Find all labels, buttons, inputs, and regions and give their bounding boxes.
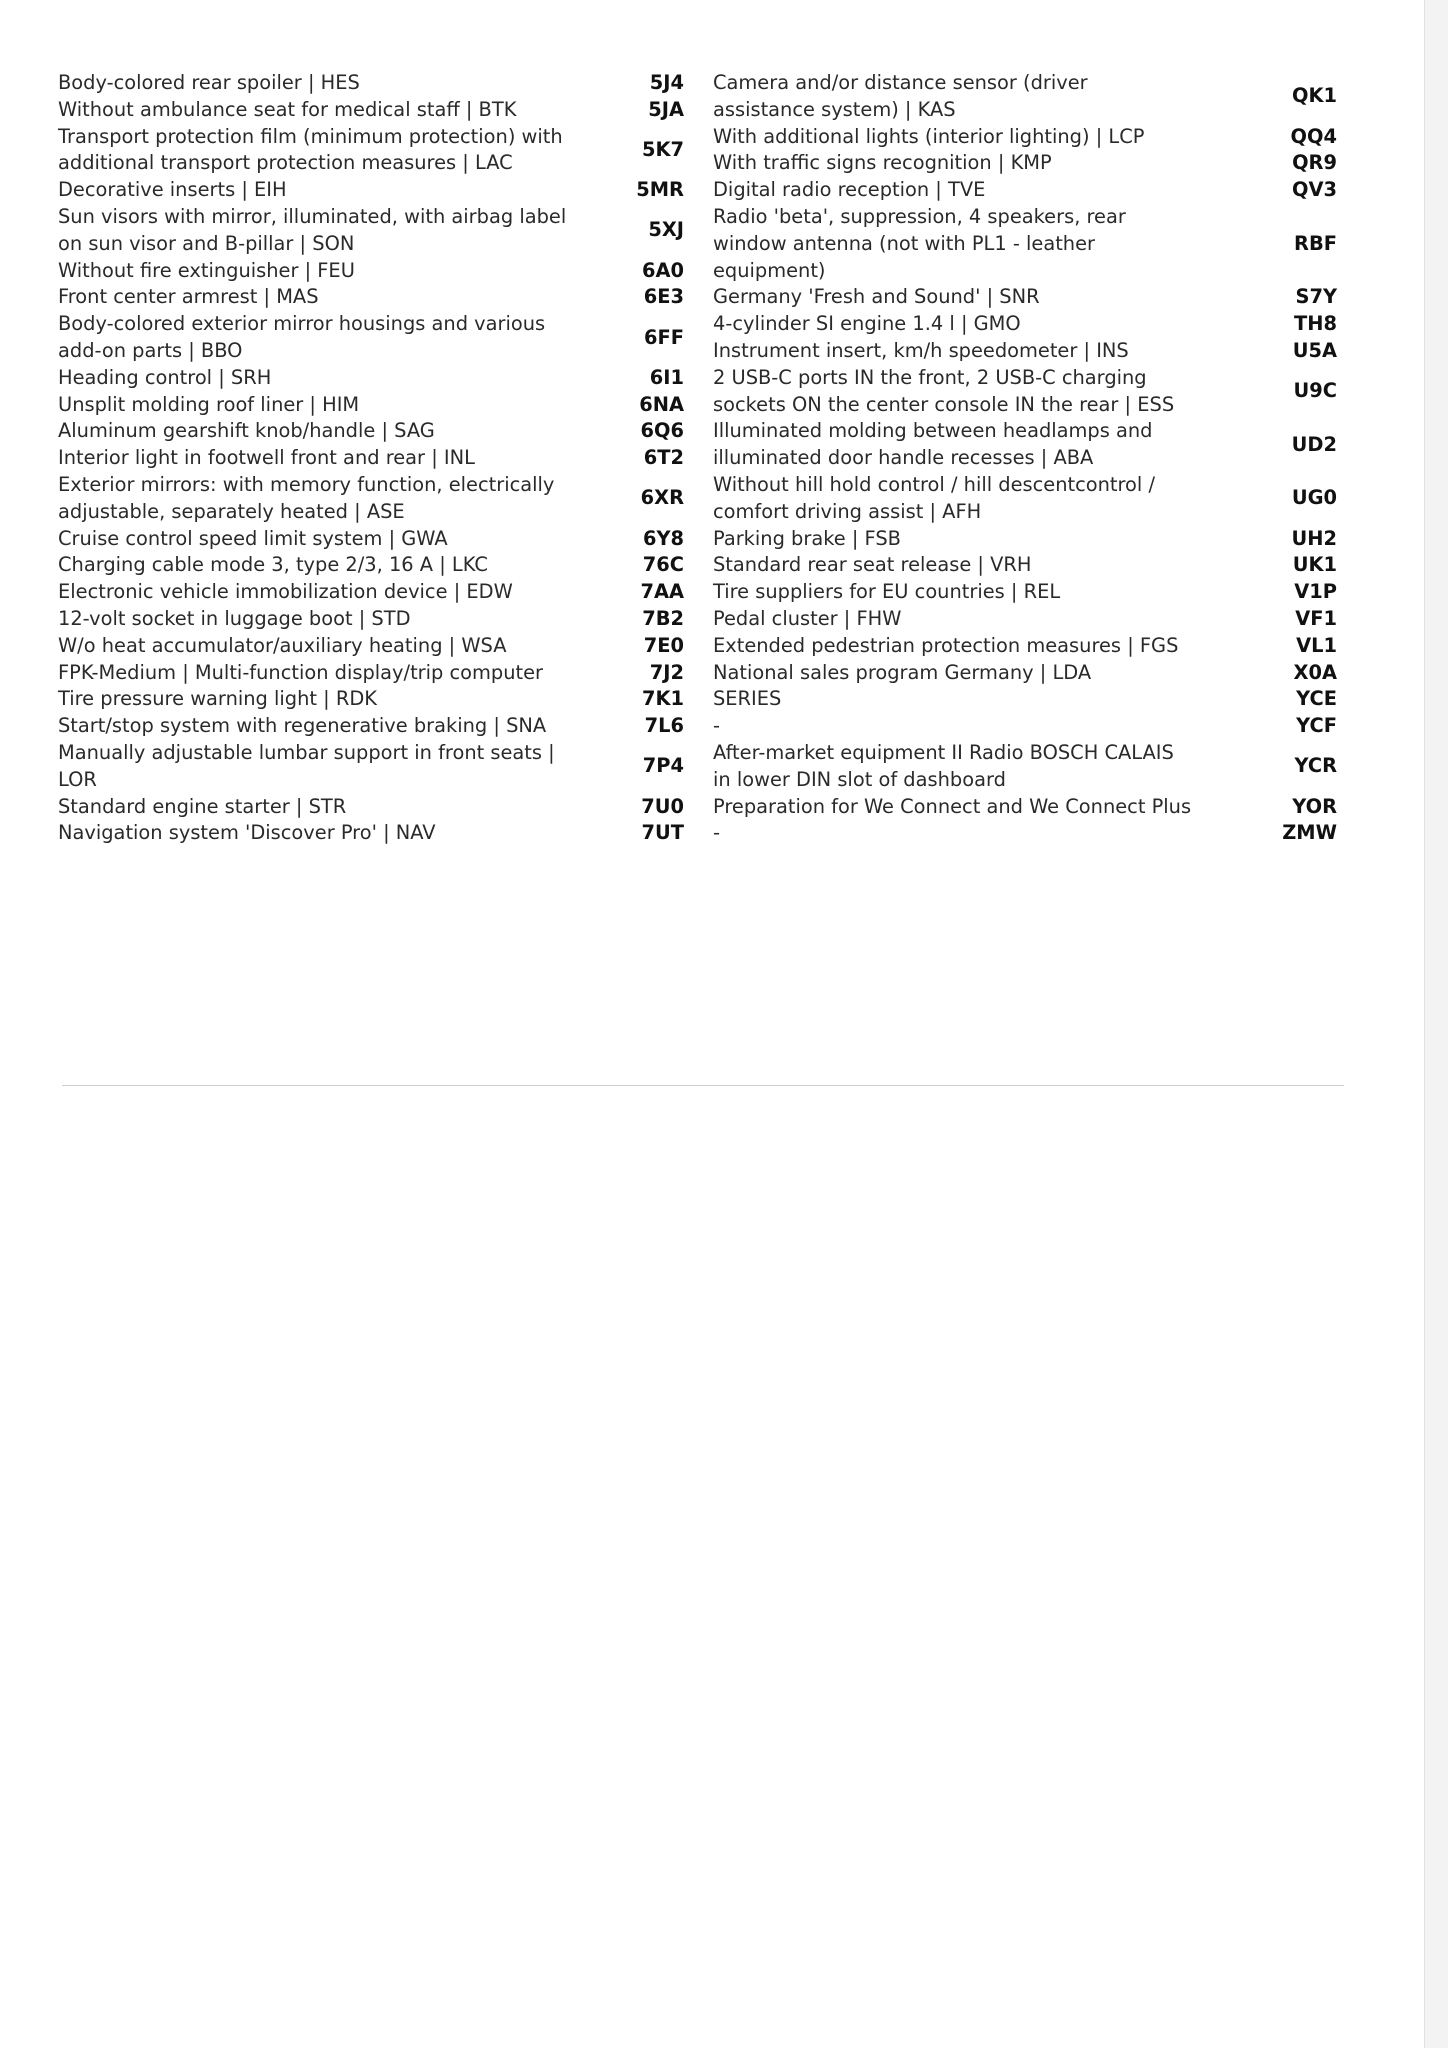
equipment-code: VL1 xyxy=(1296,633,1337,657)
equipment-description: Without ambulance seat for medical staff | BTK xyxy=(58,97,517,121)
equipment-description: Unsplit molding roof liner | HIM xyxy=(58,392,360,416)
equipment-row xyxy=(58,633,690,660)
equipment-code: UD2 xyxy=(1291,432,1337,456)
equipment-code: 6FF xyxy=(644,325,684,349)
equipment-code: U5A xyxy=(1292,338,1337,362)
equipment-description: Radio 'beta', suppression, 4 speakers, rear window antenna (not with PL1 - leather equipment) xyxy=(713,204,1126,282)
equipment-row xyxy=(713,713,1345,740)
equipment-code: 6A0 xyxy=(642,258,684,282)
equipment-description: National sales program Germany | LDA xyxy=(713,660,1092,684)
equipment-code: 5K7 xyxy=(641,137,684,161)
equipment-row xyxy=(58,686,690,713)
equipment-list-left xyxy=(58,70,690,847)
equipment-description: 12-volt socket in luggage boot | STD xyxy=(58,606,411,630)
equipment-description: Illuminated molding between headlamps and illuminated door handle recesses | ABA xyxy=(713,419,1153,470)
equipment-code: 7P4 xyxy=(642,754,684,778)
equipment-row xyxy=(58,258,690,285)
equipment-code: 5XJ xyxy=(648,218,684,242)
equipment-description: After-market equipment II Radio BOSCH CALAIS in lower DIN slot of dashboard xyxy=(713,740,1174,791)
equipment-description: Body-colored rear spoiler | HES xyxy=(58,71,360,94)
equipment-code: YCE xyxy=(1296,687,1337,711)
equipment-code: 7K1 xyxy=(641,687,684,711)
equipment-code: QK1 xyxy=(1291,84,1337,108)
equipment-description: - xyxy=(713,821,720,845)
equipment-description: Pedal cluster | FHW xyxy=(713,606,902,630)
equipment-description: Manually adjustable lumbar support in front seats | LOR xyxy=(58,740,555,791)
equipment-row xyxy=(58,740,690,794)
equipment-description: Extended pedestrian protection measures | FGS xyxy=(713,633,1179,657)
equipment-code: 6Q6 xyxy=(640,419,684,443)
equipment-description: Electronic vehicle immobilization device | EDW xyxy=(58,580,513,604)
equipment-description: FPK-Medium | Multi-function display/trip computer xyxy=(58,660,544,684)
equipment-code: QQ4 xyxy=(1290,124,1337,148)
scan-edge-shadow xyxy=(1424,0,1448,2048)
equipment-description: Sun visors with mirror, illuminated, with airbag label on sun visor and B-pillar | SON xyxy=(58,204,567,255)
equipment-description: Camera and/or distance sensor (driver assistance system) | KAS xyxy=(713,71,1088,121)
equipment-list-right xyxy=(713,70,1345,847)
equipment-row xyxy=(713,794,1345,821)
equipment-description: Parking brake | FSB xyxy=(713,526,901,550)
equipment-row xyxy=(713,579,1345,606)
equipment-row xyxy=(58,445,690,472)
equipment-row xyxy=(58,97,690,124)
equipment-row xyxy=(713,686,1345,713)
section-divider xyxy=(62,1085,1344,1086)
equipment-row xyxy=(58,472,690,526)
equipment-row xyxy=(58,713,690,740)
equipment-description: Charging cable mode 3, type 2/3, 16 A | LKC xyxy=(58,553,488,577)
equipment-description: Decorative inserts | EIH xyxy=(58,178,287,202)
equipment-code: 7AA xyxy=(640,580,684,604)
equipment-row xyxy=(58,660,690,687)
equipment-description: Start/stop system with regenerative braking | SNA xyxy=(58,714,547,738)
equipment-row xyxy=(58,311,690,365)
equipment-description: SERIES xyxy=(713,687,782,711)
equipment-row xyxy=(58,418,690,445)
equipment-description: W/o heat accumulator/auxiliary heating | WSA xyxy=(58,633,507,657)
equipment-code: YCF xyxy=(1296,714,1337,738)
equipment-description: With additional lights (interior lighting) | LCP xyxy=(713,124,1145,148)
equipment-description: Instrument insert, km/h speedometer | INS xyxy=(713,338,1129,362)
equipment-code: 7E0 xyxy=(643,633,684,657)
equipment-code: 7B2 xyxy=(642,606,684,630)
equipment-description: With traffic signs recognition | KMP xyxy=(713,151,1052,175)
equipment-code: ZMW xyxy=(1282,821,1337,845)
equipment-code: 5J4 xyxy=(649,71,684,94)
equipment-code: UK1 xyxy=(1292,553,1337,577)
equipment-code: YOR xyxy=(1292,794,1337,818)
equipment-row xyxy=(58,820,690,847)
equipment-code: 6E3 xyxy=(643,285,684,309)
equipment-row xyxy=(713,606,1345,633)
equipment-code: 7L6 xyxy=(644,714,684,738)
equipment-description: Without fire extinguisher | FEU xyxy=(58,258,355,282)
equipment-code: 5JA xyxy=(648,97,684,121)
equipment-code: 7J2 xyxy=(649,660,684,684)
equipment-code: 6T2 xyxy=(643,446,684,470)
equipment-code: UH2 xyxy=(1291,526,1337,550)
equipment-code: VF1 xyxy=(1295,606,1337,630)
equipment-row xyxy=(713,177,1345,204)
equipment-code: UG0 xyxy=(1291,486,1337,510)
equipment-row xyxy=(713,740,1345,794)
equipment-code: 76C xyxy=(642,553,684,577)
equipment-row xyxy=(713,338,1345,365)
equipment-code: 6I1 xyxy=(649,365,684,389)
equipment-description: Without hill hold control / hill descentcontrol / comfort driving assist | AFH xyxy=(713,472,1155,523)
equipment-code: X0A xyxy=(1293,660,1337,684)
equipment-code: RBF xyxy=(1294,231,1337,255)
equipment-row xyxy=(713,660,1345,687)
equipment-description: Standard engine starter | STR xyxy=(58,794,347,818)
equipment-row xyxy=(713,311,1345,338)
equipment-row xyxy=(58,579,690,606)
equipment-row xyxy=(58,526,690,553)
equipment-code: 7U0 xyxy=(641,794,684,818)
equipment-description: Front center armrest | MAS xyxy=(58,285,319,309)
equipment-code: 7UT xyxy=(641,821,684,845)
equipment-description: Standard rear seat release | VRH xyxy=(713,553,1032,577)
equipment-row xyxy=(58,392,690,419)
equipment-row xyxy=(58,552,690,579)
equipment-description: Aluminum gearshift knob/handle | SAG xyxy=(58,419,435,443)
equipment-row xyxy=(713,472,1345,526)
equipment-row xyxy=(58,284,690,311)
equipment-row xyxy=(713,70,1345,124)
equipment-row xyxy=(713,418,1345,472)
equipment-description: - xyxy=(713,714,720,738)
equipment-code: QR9 xyxy=(1292,151,1337,175)
equipment-description: Transport protection film (minimum protection) with additional transport protection measures | LAC xyxy=(58,124,563,175)
equipment-description: Tire pressure warning light | RDK xyxy=(58,687,377,711)
equipment-code: V1P xyxy=(1294,580,1337,604)
equipment-code: S7Y xyxy=(1295,285,1337,309)
equipment-code: 5MR xyxy=(636,178,684,202)
equipment-description: Heading control | SRH xyxy=(58,365,272,389)
equipment-description: Germany 'Fresh and Sound' | SNR xyxy=(713,285,1040,309)
equipment-description: Navigation system 'Discover Pro' | NAV xyxy=(58,821,436,845)
equipment-description: Interior light in footwell front and rear | INL xyxy=(58,446,475,470)
equipment-row xyxy=(713,552,1345,579)
equipment-description: Digital radio reception | TVE xyxy=(713,178,986,202)
equipment-row xyxy=(713,150,1345,177)
equipment-row xyxy=(58,204,690,258)
equipment-description: Tire suppliers for EU countries | REL xyxy=(713,580,1061,604)
equipment-row xyxy=(713,284,1345,311)
equipment-row xyxy=(713,633,1345,660)
equipment-row xyxy=(58,70,690,97)
equipment-row xyxy=(713,820,1345,847)
equipment-row xyxy=(713,526,1345,553)
equipment-row xyxy=(58,606,690,633)
equipment-row xyxy=(58,794,690,821)
equipment-code: 6NA xyxy=(639,392,684,416)
equipment-row xyxy=(58,177,690,204)
equipment-description: 4-cylinder SI engine 1.4 l | GMO xyxy=(713,312,1021,336)
equipment-row xyxy=(713,124,1345,151)
equipment-row xyxy=(713,204,1345,284)
equipment-code: TH8 xyxy=(1294,312,1337,336)
equipment-code: U9C xyxy=(1293,379,1337,403)
equipment-code: 6Y8 xyxy=(642,526,684,550)
equipment-row xyxy=(58,124,690,178)
equipment-row xyxy=(713,365,1345,419)
equipment-description: Exterior mirrors: with memory function, electrically adjustable, separately heated | ASE xyxy=(58,472,555,523)
equipment-description: Preparation for We Connect and We Connect Plus xyxy=(713,794,1192,818)
equipment-row xyxy=(58,365,690,392)
equipment-code: 6XR xyxy=(640,486,684,510)
equipment-code: YCR xyxy=(1294,754,1337,778)
equipment-description: Body-colored exterior mirror housings and various add-on parts | BBO xyxy=(58,312,546,362)
equipment-description: Cruise control speed limit system | GWA xyxy=(58,526,448,550)
equipment-code: QV3 xyxy=(1292,178,1337,202)
equipment-description: 2 USB-C ports IN the front, 2 USB-C charging sockets ON the center console IN the rear | ESS xyxy=(713,365,1175,416)
